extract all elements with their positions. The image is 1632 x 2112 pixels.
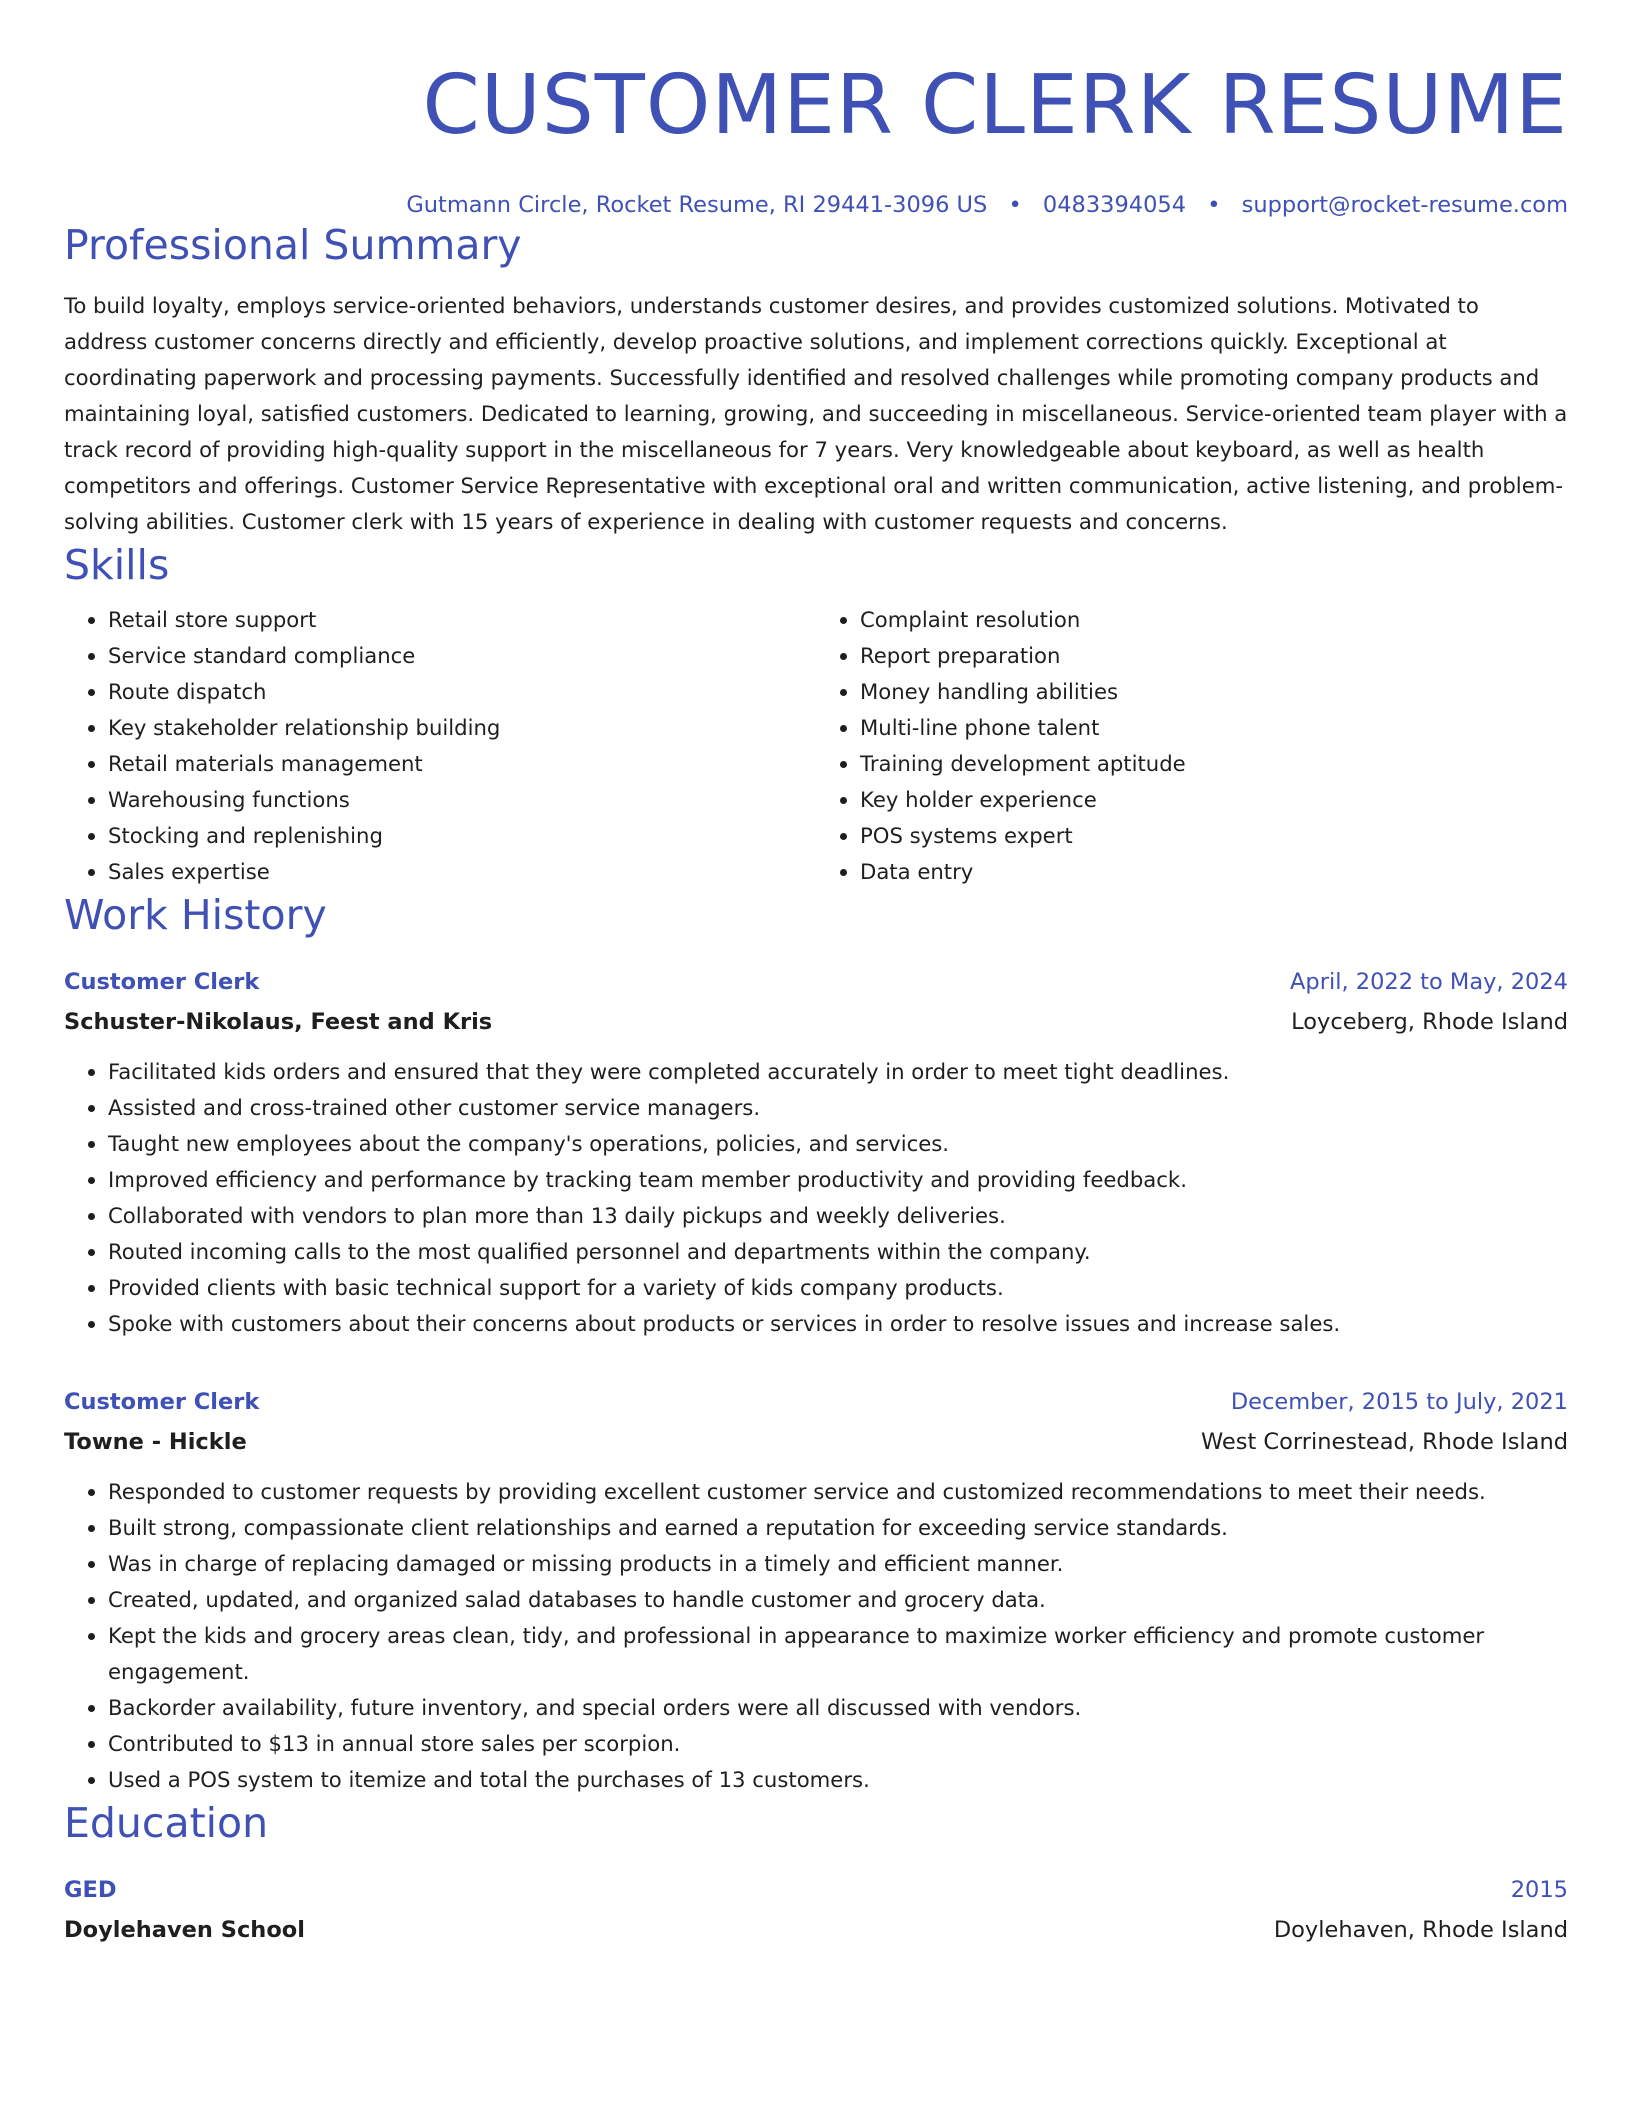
skill-item: • Complaint resolution xyxy=(860,602,1568,638)
job-bullet: • Improved efficiency and performance by tracking team member productivity and providing feedback. xyxy=(108,1162,1568,1198)
job-bullets xyxy=(64,1054,1568,1342)
education-school: Doylehaven School xyxy=(64,1917,305,1943)
skill-item: • Retail store support xyxy=(108,602,816,638)
job-bullet: • Provided clients with basic technical support for a variety of kids company products. xyxy=(108,1270,1568,1306)
skill-item: • Key stakeholder relationship building xyxy=(108,710,816,746)
summary-heading: Professional Summary xyxy=(64,221,522,269)
skill-item: • POS systems expert xyxy=(860,818,1568,854)
skills-column-right xyxy=(816,602,1568,890)
skills-column-left xyxy=(64,602,816,890)
skill-item: • Key holder experience xyxy=(860,782,1568,818)
education-heading: Education xyxy=(64,1799,269,1847)
job-location: Loyceberg, Rhode Island xyxy=(1291,1009,1568,1035)
job-bullet: • Assisted and cross-trained other customer service managers. xyxy=(108,1090,1568,1126)
job-bullets xyxy=(64,1474,1568,1798)
job-dates: April, 2022 to May, 2024 xyxy=(1290,969,1568,995)
contact-email[interactable]: support@rocket-resume.com xyxy=(1241,192,1568,218)
education-degree: GED xyxy=(64,1877,117,1903)
job-bullet: • Collaborated with vendors to plan more than 13 daily pickups and weekly deliveries. xyxy=(108,1198,1568,1234)
skill-item: • Data entry xyxy=(860,854,1568,890)
skill-item: • Warehousing functions xyxy=(108,782,816,818)
skill-item: • Route dispatch xyxy=(108,674,816,710)
contact-separator: • xyxy=(1207,192,1221,218)
skills-list xyxy=(64,602,1568,890)
job-dates: December, 2015 to July, 2021 xyxy=(1230,1389,1568,1415)
education-entry xyxy=(64,1870,1568,1950)
education-year: 2015 xyxy=(1510,1877,1568,1903)
skill-item: • Service standard compliance xyxy=(108,638,816,674)
job-bullet: • Routed incoming calls to the most qualified personnel and departments within the company. xyxy=(108,1234,1568,1270)
education-location: Doylehaven, Rhode Island xyxy=(1273,1917,1568,1943)
job-entry xyxy=(64,962,1568,1342)
contact-line xyxy=(64,190,1568,220)
skill-item: • Multi-line phone talent xyxy=(860,710,1568,746)
skill-item: • Retail materials management xyxy=(108,746,816,782)
job-title: Customer Clerk xyxy=(64,969,260,995)
job-bullet: • Contributed to $13 in annual store sales per scorpion. xyxy=(108,1726,1568,1762)
job-company: Schuster-Nikolaus, Feest and Kris xyxy=(64,1009,493,1035)
skill-item: • Sales expertise xyxy=(108,854,816,890)
summary-text: To build loyalty, employs service-oriented behaviors, understands customer desires, and provides customized solutions. Motivated to address customer concerns directly and efficiently, develop proactive solutions, and implement corrections quickly. Exceptional at coordinating paperwork and processing payments. Successfully identified and resolved challenges while promoting company products and maintaining loyal, satisfied customers. Dedicated to learning, growing, and succeeding in miscellaneous. Service-oriented team player with a track record of providing high-quality support in the miscellaneous for 7 years. Very knowledgeable about keyboard, as well as health competitors and offerings. Customer Service Representative with exceptional oral and written communication, active listening, and problem-solving abilities. Customer clerk with 15 years of experience in dealing with customer requests and concerns. xyxy=(64,293,1568,534)
skill-item: • Training development aptitude xyxy=(860,746,1568,782)
job-bullet: • Facilitated kids orders and ensured that they were completed accurately in order to meet tight deadlines. xyxy=(108,1054,1568,1090)
job-bullet: • Built strong, compassionate client relationships and earned a reputation for exceeding service standards. xyxy=(108,1510,1568,1546)
job-title: Customer Clerk xyxy=(64,1389,260,1415)
skills-heading: Skills xyxy=(64,541,170,589)
job-bullet: • Spoke with customers about their concerns about products or services in order to resolve issues and increase sales. xyxy=(108,1306,1568,1342)
job-bullet: • Used a POS system to itemize and total the purchases of 13 customers. xyxy=(108,1762,1568,1798)
contact-address: Gutmann Circle, Rocket Resume, RI 29441-3096 US xyxy=(406,192,988,218)
skill-item: • Report preparation xyxy=(860,638,1568,674)
contact-separator: • xyxy=(1008,192,1022,218)
job-bullet: • Responded to customer requests by providing excellent customer service and customized recommendations to meet their needs. xyxy=(108,1474,1568,1510)
job-bullet: • Taught new employees about the company's operations, policies, and services. xyxy=(108,1126,1568,1162)
job-bullet: • Created, updated, and organized salad databases to handle customer and grocery data. xyxy=(108,1582,1568,1618)
resume-title: CUSTOMER CLERK RESUME xyxy=(422,58,1568,153)
job-entry xyxy=(64,1382,1568,1798)
job-bullet: • Backorder availability, future inventory, and special orders were all discussed with vendors. xyxy=(108,1690,1568,1726)
job-company: Towne - Hickle xyxy=(64,1429,247,1455)
job-location: West Corrinestead, Rhode Island xyxy=(1200,1429,1568,1455)
skill-item: • Stocking and replenishing xyxy=(108,818,816,854)
work-history-heading: Work History xyxy=(64,891,327,939)
job-bullet: • Was in charge of replacing damaged or missing products in a timely and efficient manner. xyxy=(108,1546,1568,1582)
contact-phone: 0483394054 xyxy=(1042,192,1187,218)
skill-item: • Money handling abilities xyxy=(860,674,1568,710)
job-bullet: • Kept the kids and grocery areas clean, tidy, and professional in appearance to maximize worker efficiency and promote customer engagement. xyxy=(108,1618,1568,1690)
